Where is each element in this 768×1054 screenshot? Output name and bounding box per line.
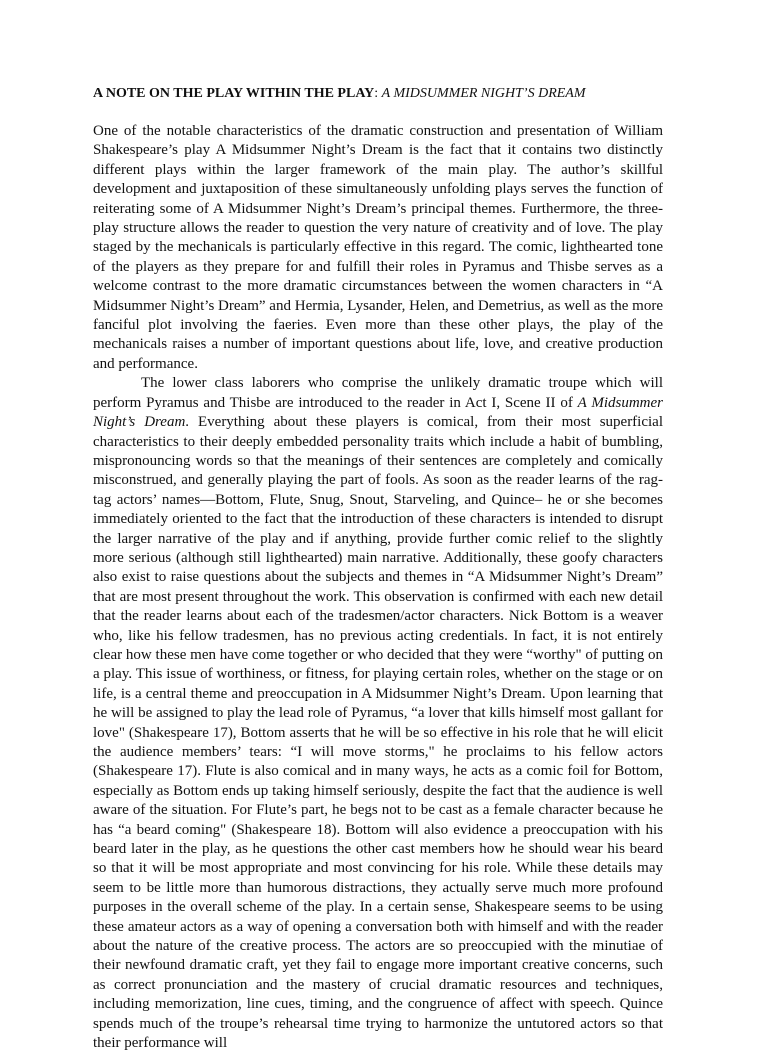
paragraph-2 <box>93 374 663 1053</box>
paragraph-2-start: The lower class laborers who comprise the unlikely dramatic troupe which will perform Pyramus and Thisbe are introduced to the reader in Act I, Scene II of <box>93 375 663 411</box>
title-main: A NOTE ON THE PLAY WITHIN THE PLAY <box>93 86 375 101</box>
document-page <box>93 84 663 1054</box>
title-separator: : <box>374 86 382 101</box>
paragraph-2-play-title: A Midsummer Night’s Dream <box>93 394 663 431</box>
paragraph-2-rest: . Everything about these players is comical, from their most superficial characteristics to their deeply embedded personality traits which include a habit of bumbling, mispronouncing words so that the meanings of their sentences are completely and comically misconstrued, and generally playing the part of fools. As soon as the reader learns of the rag-tag actors’ names—Bottom, Flute, Snug, Snout, Starveling, and Quince– he or she becomes immediately oriented to the fact that the introduction of these characters is intended to disrupt the larger narrative of the play and if anything, provide further comic relief to the slightly more serious (although still lighthearted) main narrative. Additionally, these goofy characters also exist to raise questions about the subjects and themes in “A Midsummer Night’s Dream” that are most present throughout the work. This observation is confirmed with each new detail that the reader learns about each of the tradesmen/actor characters. Nick Bottom is a weaver who, like his fellow tradesmen, has no previous acting credentials. In fact, it is not entirely clear how these men have come together or who decided that they were “worthy" of putting on a play. This issue of worthiness, or fitness, for playing certain roles, whether on the stage or on life, is a central theme and preoccupation in A Midsummer Night’s Dream. Upon learning that he will be assigned to play the lead role of Pyramus, “a lover that kills himself most gallant for love" (Shakespeare 17), Bottom asserts that he will be so effective in his role that he will elicit the audience members’ tears: “I will move storms," he proclaims to his fellow actors (Shakespeare 17). Flute is also comical and in many ways, he acts as a comic foil for Bottom, especially as Bottom ends up taking himself seriously, despite the fact that the audience is well aware of the situation. For Flute’s part, he begs not to be cast as a female character because he has “a beard coming" (Shakespeare 18). Bottom will also evidence a preoccupation with his beard later in the play, as he questions the other cast members how he should wear his beard so that it will be most appropriate and most convincing for his role. While these details may seem to be little more than humorous distractions, they actually serve much more profound purposes in the overall scheme of the play. In a certain sense, Shakespeare seems to be using these amateur actors as a way of opening a conversation both with himself and with the reader about the nature of the creative process. The actors are so preoccupied with the minutiae of their newfound dramatic craft, yet they fail to engage more important creative concerns, such as correct pronunciation and the mastery of crucial dramatic resources and techniques, including memorization, line cues, timing, and the congruence of affect with speech. Quince spends much of the troupe’s rehearsal time trying to harmonize the untutored actors so that their performance will <box>93 414 663 1052</box>
paragraph-1: One of the notable characteristics of the dramatic construction and presentation of William Shakespeare’s play A Midsummer Night’s Dream is the fact that it contains two distinctly different plays within the larger framework of the main play. The author’s skillful development and juxtaposition of these simultaneously unfolding plays serves the function of reiterating some of A Midsummer Night’s Dream’s principal themes. Furthermore, the three-play structure allows the reader to question the very nature of creativity and of love. The play staged by the mechanicals is particularly effective in this regard. The comic, lighthearted tone of the players as they prepare for and fulfill their roles in Pyramus and Thisbe serves as a welcome contrast to the more dramatic circumstances between the women characters in “A Midsummer Night’s Dream” and Hermia, Lysander, Helen, and Demetrius, as well as the more fanciful plot involving the faeries. Even more than these other plays, the play of the mechanicals raises a number of important questions about life, love, and creative production and performance. <box>93 123 663 372</box>
document-title <box>93 84 663 103</box>
title-play-name: A MIDSUMMER NIGHT’S DREAM <box>381 86 586 101</box>
